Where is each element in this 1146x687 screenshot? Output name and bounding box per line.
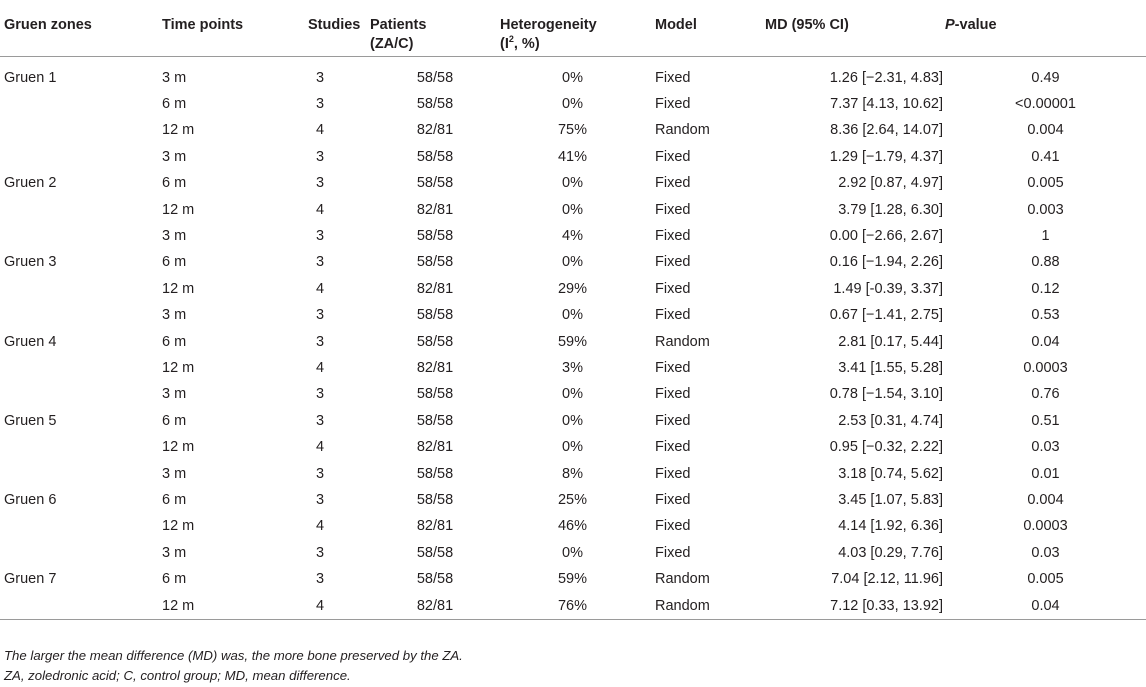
table-row (0, 56, 1146, 91)
table-row (0, 302, 1146, 328)
cell-p-value: 0.04 (1031, 597, 1060, 614)
cell-heterogeneity: 8% (562, 465, 583, 482)
cell-model: Fixed (655, 544, 691, 561)
cell-heterogeneity: 25% (557, 492, 588, 508)
zone-label: Gruen 2 (4, 175, 57, 192)
cell-studies: 4 (315, 439, 325, 456)
cell-zone (0, 593, 150, 620)
cell-zone (0, 56, 150, 91)
table-row (0, 461, 1146, 487)
cell-p-value: 0.03 (1031, 439, 1060, 456)
cell-heterogeneity: 0% (562, 439, 583, 456)
cell-model: Fixed (655, 254, 691, 271)
cell-patients: 82/81 (416, 280, 454, 297)
cell-zone (0, 434, 150, 460)
cell-studies: 4 (315, 201, 325, 218)
cell-model: Fixed (655, 280, 691, 297)
cell-p-value: 1 (1041, 227, 1050, 244)
cell-zone (0, 329, 150, 355)
cell-patients: 58/58 (416, 307, 454, 324)
header-gruen-zones: Gruen zones (4, 17, 92, 33)
cell-heterogeneity: 4% (562, 227, 583, 244)
table-row (0, 381, 1146, 407)
cell-studies: 4 (315, 597, 325, 614)
cell-p-value: 0.005 (1027, 571, 1064, 588)
cell-patients: 82/81 (416, 439, 454, 456)
cell-patients: 58/58 (416, 544, 454, 561)
cell-studies: 3 (315, 307, 325, 324)
table-footnotes (4, 646, 463, 686)
cell-zone (0, 487, 150, 513)
cell-model: Fixed (655, 69, 691, 86)
cell-md: 4.14 [1.92, 6.36] (838, 518, 943, 535)
cell-model: Fixed (655, 492, 691, 508)
cell-md: 7.37 [4.13, 10.62] (830, 95, 943, 112)
cell-time-point: 3 m (162, 227, 187, 244)
cell-studies: 4 (315, 518, 325, 535)
cell-studies: 4 (315, 359, 325, 376)
results-table (0, 4, 1146, 620)
cell-time-point: 6 m (162, 492, 187, 508)
cell-patients: 82/81 (416, 201, 454, 218)
cell-time-point: 3 m (162, 148, 187, 165)
cell-heterogeneity: 0% (562, 307, 583, 324)
zone-label (0, 545, 4, 561)
table-body (0, 56, 1146, 620)
cell-patients: 58/58 (416, 69, 454, 86)
cell-md: 3.79 [1.28, 6.30] (838, 201, 943, 218)
cell-md: 2.53 [0.31, 4.74] (838, 412, 943, 429)
cell-p-value: 0.41 (1031, 148, 1060, 165)
cell-time-point: 12 m (162, 122, 195, 139)
cell-md: 1.26 [−2.31, 4.83] (829, 69, 943, 86)
cell-heterogeneity: 0% (562, 386, 583, 403)
cell-model: Fixed (655, 175, 691, 192)
cell-heterogeneity: 59% (557, 571, 588, 588)
cell-heterogeneity: 41% (557, 148, 588, 165)
table-row (0, 249, 1146, 275)
cell-md: 8.36 [2.64, 14.07] (830, 122, 943, 139)
table-row (0, 197, 1146, 223)
cell-studies: 3 (315, 492, 325, 508)
cell-time-point: 6 m (162, 175, 187, 192)
cell-zone (0, 91, 150, 117)
cell-patients: 58/58 (416, 95, 454, 112)
cell-studies: 4 (315, 280, 325, 297)
cell-p-value: 0.003 (1027, 201, 1064, 218)
cell-studies: 4 (315, 122, 325, 139)
cell-model: Fixed (655, 359, 691, 376)
cell-heterogeneity: 0% (562, 412, 583, 429)
cell-md: 4.03 [0.29, 7.76] (838, 544, 943, 561)
cell-heterogeneity: 3% (562, 359, 583, 376)
cell-time-point: 3 m (162, 465, 187, 482)
cell-p-value: 0.0003 (1023, 359, 1068, 376)
header-md: MD (95% CI) (765, 17, 849, 33)
cell-patients: 58/58 (416, 148, 454, 165)
cell-time-point: 12 m (162, 201, 195, 218)
table-row (0, 513, 1146, 539)
cell-md: 1.49 [-0.39, 3.37] (833, 280, 943, 297)
cell-md: 3.45 [1.07, 5.83] (838, 492, 943, 508)
cell-time-point: 12 m (162, 439, 195, 456)
cell-studies: 3 (315, 544, 325, 561)
table-row (0, 593, 1146, 620)
table-row (0, 144, 1146, 170)
cell-model: Random (655, 122, 710, 139)
footnote-1: The larger the mean difference (MD) was, the more bone preserved by the ZA. (4, 648, 463, 663)
zone-label (0, 518, 4, 534)
cell-heterogeneity: 29% (557, 280, 588, 297)
cell-patients: 82/81 (416, 597, 454, 614)
zone-label: Gruen 3 (4, 254, 57, 271)
cell-p-value: 0.005 (1027, 175, 1064, 192)
cell-time-point: 6 m (162, 412, 187, 429)
table-row (0, 408, 1146, 434)
cell-zone (0, 170, 150, 196)
cell-md: 0.78 [−1.54, 3.10] (829, 386, 943, 403)
cell-p-value: 0.76 (1031, 386, 1060, 403)
cell-time-point: 3 m (162, 307, 187, 324)
zone-label (0, 122, 4, 138)
cell-p-value: 0.51 (1031, 412, 1060, 429)
zone-label: Gruen 4 (4, 333, 57, 350)
cell-time-point: 6 m (162, 571, 187, 588)
cell-p-value: 0.0003 (1023, 518, 1068, 535)
header-heterogeneity: Heterogeneity ($I^2$, %) (500, 17, 597, 52)
cell-zone (0, 355, 150, 381)
cell-heterogeneity: 0% (562, 254, 583, 271)
cell-p-value: 0.004 (1027, 122, 1064, 139)
cell-zone (0, 461, 150, 487)
zone-label: Gruen 7 (4, 571, 57, 588)
cell-zone (0, 408, 150, 434)
cell-heterogeneity: 59% (557, 333, 588, 350)
cell-studies: 3 (315, 175, 325, 192)
zone-label (0, 202, 4, 218)
cell-studies: 3 (315, 412, 325, 429)
cell-time-point: 3 m (162, 69, 187, 86)
table-row (0, 566, 1146, 592)
cell-patients: 58/58 (416, 227, 454, 244)
cell-time-point: 12 m (162, 597, 195, 614)
cell-model: Random (655, 333, 710, 350)
cell-model: Fixed (655, 201, 691, 218)
header-p-value: P-value (945, 17, 997, 33)
cell-zone (0, 276, 150, 302)
cell-heterogeneity: 0% (562, 175, 583, 192)
header-time-points: Time points (162, 17, 244, 33)
cell-model: Fixed (655, 518, 691, 535)
cell-p-value: 0.49 (1031, 69, 1060, 86)
header-model: Model (655, 17, 697, 33)
cell-studies: 3 (315, 254, 325, 271)
table-row (0, 91, 1146, 117)
zone-label: Gruen 5 (4, 412, 57, 429)
table-row (0, 276, 1146, 302)
cell-md: 2.92 [0.87, 4.97] (838, 175, 943, 192)
table-row (0, 355, 1146, 381)
zone-label (0, 598, 4, 614)
cell-studies: 3 (315, 148, 325, 165)
cell-model: Fixed (655, 148, 691, 165)
header-studies: Studies (308, 17, 361, 33)
cell-studies: 3 (315, 571, 325, 588)
cell-zone (0, 197, 150, 223)
cell-heterogeneity: 46% (557, 518, 588, 535)
zone-label (0, 228, 4, 244)
cell-zone (0, 223, 150, 249)
cell-heterogeneity: 0% (562, 201, 583, 218)
cell-patients: 58/58 (416, 254, 454, 271)
cell-time-point: 3 m (162, 386, 187, 403)
cell-md: 7.04 [2.12, 11.96] (831, 571, 943, 588)
header-patients: Patients (ZA/C) (370, 17, 427, 52)
zone-label (0, 149, 4, 165)
zone-label (0, 281, 4, 297)
cell-studies: 3 (315, 95, 325, 112)
table-row (0, 170, 1146, 196)
cell-zone (0, 302, 150, 328)
cell-time-point: 12 m (162, 518, 195, 535)
cell-patients: 82/81 (416, 359, 454, 376)
cell-time-point: 3 m (162, 544, 187, 561)
cell-p-value: 0.12 (1031, 280, 1060, 297)
cell-heterogeneity: 75% (557, 122, 588, 139)
cell-zone (0, 249, 150, 275)
footnote-2: ZA, zoledronic acid; C, control group; MD, mean difference. (4, 668, 351, 683)
zone-label: Gruen 1 (4, 69, 57, 86)
cell-time-point: 12 m (162, 359, 195, 376)
cell-studies: 3 (315, 227, 325, 244)
cell-model: Fixed (655, 307, 691, 324)
cell-model: Random (655, 571, 710, 588)
cell-patients: 58/58 (416, 175, 454, 192)
cell-patients: 58/58 (416, 571, 454, 588)
cell-heterogeneity: 76% (557, 597, 588, 614)
cell-patients: 58/58 (416, 386, 454, 403)
cell-heterogeneity: 0% (562, 69, 583, 86)
cell-studies: 3 (315, 386, 325, 403)
cell-md: 7.12 [0.33, 13.92] (830, 597, 943, 614)
zone-label: Gruen 6 (4, 492, 57, 508)
cell-heterogeneity: 0% (562, 544, 583, 561)
cell-time-point: 6 m (162, 333, 187, 350)
table-row (0, 223, 1146, 249)
cell-time-point: 12 m (162, 280, 195, 297)
table-row (0, 434, 1146, 460)
cell-model: Fixed (655, 95, 691, 112)
cell-heterogeneity: 0% (562, 95, 583, 112)
cell-p-value: 0.04 (1031, 333, 1060, 350)
cell-patients: 58/58 (416, 333, 454, 350)
zone-label (0, 360, 4, 376)
cell-time-point: 6 m (162, 254, 187, 271)
zone-label (0, 307, 4, 323)
cell-model: Fixed (655, 227, 691, 244)
cell-p-value: <0.00001 (1015, 95, 1076, 112)
table-row (0, 540, 1146, 566)
cell-md: 0.95 [−0.32, 2.22] (829, 439, 943, 456)
cell-p-value: 0.004 (1027, 492, 1064, 508)
cell-zone (0, 381, 150, 407)
cell-zone (0, 117, 150, 143)
cell-md: 3.41 [1.55, 5.28] (838, 359, 943, 376)
cell-p-value: 0.88 (1031, 254, 1060, 271)
cell-md: 0.16 [−1.94, 2.26] (829, 254, 943, 271)
cell-patients: 82/81 (416, 518, 454, 535)
zone-label (0, 386, 4, 402)
cell-patients: 82/81 (416, 122, 454, 139)
cell-patients: 58/58 (416, 412, 454, 429)
cell-model: Fixed (655, 439, 691, 456)
table-header-row (0, 4, 1146, 56)
cell-model: Random (655, 597, 710, 614)
cell-patients: 58/58 (416, 465, 454, 482)
cell-md: 0.67 [−1.41, 2.75] (829, 307, 943, 324)
cell-model: Fixed (655, 386, 691, 403)
cell-studies: 3 (315, 69, 325, 86)
zone-label (0, 466, 4, 482)
cell-p-value: 0.03 (1031, 544, 1060, 561)
cell-zone (0, 144, 150, 170)
cell-md: 3.18 [0.74, 5.62] (838, 465, 943, 482)
cell-md: 2.81 [0.17, 5.44] (838, 333, 943, 350)
zone-label (0, 96, 4, 112)
cell-p-value: 0.53 (1031, 307, 1060, 324)
table-row (0, 487, 1146, 513)
cell-md: 1.29 [−1.79, 4.37] (829, 148, 943, 165)
cell-patients: 58/58 (416, 492, 454, 508)
table-row (0, 117, 1146, 143)
zone-label (0, 439, 4, 455)
cell-time-point: 6 m (162, 95, 187, 112)
table-row (0, 329, 1146, 355)
cell-zone (0, 513, 150, 539)
cell-studies: 3 (315, 333, 325, 350)
cell-zone (0, 540, 150, 566)
cell-p-value: 0.01 (1031, 465, 1060, 482)
cell-model: Fixed (655, 465, 691, 482)
cell-studies: 3 (315, 465, 325, 482)
cell-zone (0, 566, 150, 592)
cell-model: Fixed (655, 412, 691, 429)
cell-md: 0.00 [−2.66, 2.67] (829, 227, 943, 244)
